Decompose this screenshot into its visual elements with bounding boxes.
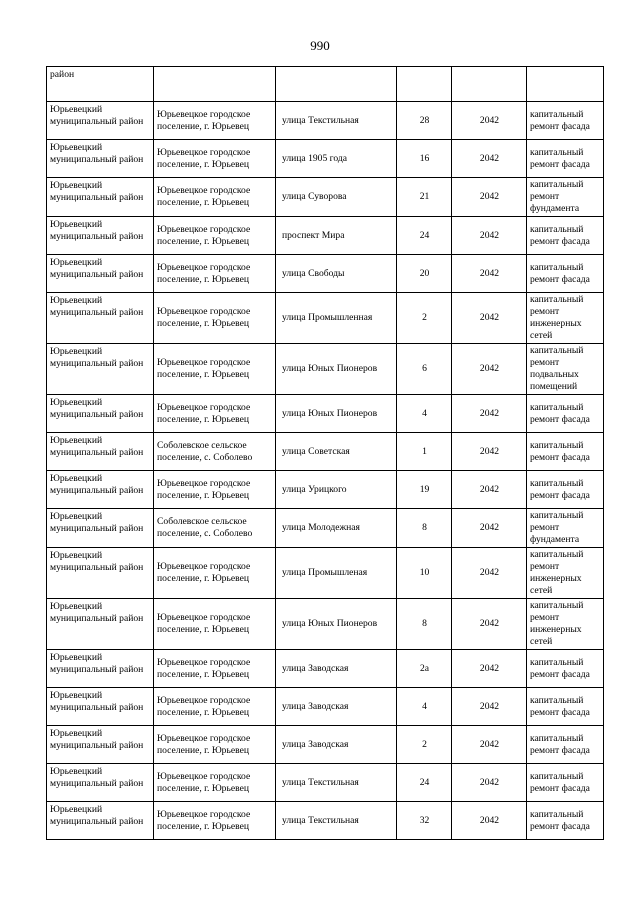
- district-cell: Юрьевецкий муниципальный район: [47, 688, 154, 726]
- work-type-cell: капитальный ремонт подвальных помещений: [527, 344, 604, 395]
- street-cell: улица Промышленная: [276, 293, 397, 344]
- street-cell: улица Советская: [276, 433, 397, 471]
- district-cell: Юрьевецкий муниципальный район: [47, 802, 154, 840]
- house-number-cell: 19: [397, 471, 452, 509]
- work-type-cell: капитальный ремонт фасада: [527, 140, 604, 178]
- housing-repair-table: [46, 66, 604, 840]
- table-row: [47, 764, 604, 802]
- district-cell: Юрьевецкий муниципальный район: [47, 726, 154, 764]
- street-cell: проспект Мира: [276, 217, 397, 255]
- table-row: [47, 140, 604, 178]
- work-type-cell: капитальный ремонт фасада: [527, 650, 604, 688]
- street-cell: улица Текстильная: [276, 802, 397, 840]
- settlement-cell: Юрьевецкое городское поселение, г. Юрьевец: [154, 471, 276, 509]
- year-cell: 2042: [452, 548, 527, 599]
- street-cell: улица Заводская: [276, 688, 397, 726]
- street-cell: улица Юных Пионеров: [276, 395, 397, 433]
- district-cell: район: [47, 67, 154, 102]
- settlement-cell: Соболевское сельское поселение, с. Соболево: [154, 433, 276, 471]
- street-cell: улица Суворова: [276, 178, 397, 217]
- year-cell: 2042: [452, 433, 527, 471]
- work-type-cell: капитальный ремонт инженерных сетей: [527, 599, 604, 650]
- table-row: [47, 178, 604, 217]
- street-cell: улица 1905 года: [276, 140, 397, 178]
- house-number-cell: 32: [397, 802, 452, 840]
- year-cell: 2042: [452, 395, 527, 433]
- table-row: [47, 102, 604, 140]
- table-row: [47, 344, 604, 395]
- work-type-cell: капитальный ремонт фасада: [527, 802, 604, 840]
- table-row: [47, 650, 604, 688]
- year-cell: [452, 67, 527, 102]
- work-type-cell: капитальный ремонт инженерных сетей: [527, 548, 604, 599]
- house-number-cell: 2а: [397, 650, 452, 688]
- year-cell: 2042: [452, 599, 527, 650]
- settlement-cell: Юрьевецкое городское поселение, г. Юрьевец: [154, 395, 276, 433]
- settlement-cell: Юрьевецкое городское поселение, г. Юрьевец: [154, 688, 276, 726]
- table-row: [47, 217, 604, 255]
- street-cell: улица Урицкого: [276, 471, 397, 509]
- table-body: [47, 67, 604, 840]
- house-number-cell: 10: [397, 548, 452, 599]
- house-number-cell: 2: [397, 293, 452, 344]
- district-cell: Юрьевецкий муниципальный район: [47, 217, 154, 255]
- table-row: [47, 599, 604, 650]
- work-type-cell: капитальный ремонт инженерных сетей: [527, 293, 604, 344]
- table-row: [47, 726, 604, 764]
- year-cell: 2042: [452, 650, 527, 688]
- year-cell: 2042: [452, 255, 527, 293]
- work-type-cell: капитальный ремонт фасада: [527, 433, 604, 471]
- house-number-cell: 2: [397, 726, 452, 764]
- street-cell: улица Свободы: [276, 255, 397, 293]
- year-cell: 2042: [452, 509, 527, 548]
- district-cell: Юрьевецкий муниципальный район: [47, 650, 154, 688]
- table-row: [47, 509, 604, 548]
- year-cell: 2042: [452, 140, 527, 178]
- settlement-cell: Юрьевецкое городское поселение, г. Юрьевец: [154, 217, 276, 255]
- house-number-cell: 4: [397, 688, 452, 726]
- settlement-cell: Юрьевецкое городское поселение, г. Юрьевец: [154, 178, 276, 217]
- house-number-cell: 16: [397, 140, 452, 178]
- work-type-cell: капитальный ремонт фасада: [527, 217, 604, 255]
- work-type-cell: капитальный ремонт фундамента: [527, 178, 604, 217]
- work-type-cell: капитальный ремонт фасада: [527, 726, 604, 764]
- district-cell: Юрьевецкий муниципальный район: [47, 102, 154, 140]
- settlement-cell: Юрьевецкое городское поселение, г. Юрьевец: [154, 293, 276, 344]
- table-row: [47, 548, 604, 599]
- street-cell: улица Молодежная: [276, 509, 397, 548]
- district-cell: Юрьевецкий муниципальный район: [47, 599, 154, 650]
- house-number-cell: 24: [397, 764, 452, 802]
- house-number-cell: 4: [397, 395, 452, 433]
- settlement-cell: Юрьевецкое городское поселение, г. Юрьевец: [154, 548, 276, 599]
- district-cell: Юрьевецкий муниципальный район: [47, 178, 154, 217]
- year-cell: 2042: [452, 344, 527, 395]
- year-cell: 2042: [452, 802, 527, 840]
- work-type-cell: капитальный ремонт фасада: [527, 764, 604, 802]
- street-cell: улица Юных Пионеров: [276, 344, 397, 395]
- settlement-cell: [154, 67, 276, 102]
- house-number-cell: [397, 67, 452, 102]
- work-type-cell: капитальный ремонт фасада: [527, 471, 604, 509]
- settlement-cell: Юрьевецкое городское поселение, г. Юрьевец: [154, 650, 276, 688]
- year-cell: 2042: [452, 293, 527, 344]
- street-cell: улица Юных Пионеров: [276, 599, 397, 650]
- house-number-cell: 28: [397, 102, 452, 140]
- settlement-cell: Юрьевецкое городское поселение, г. Юрьевец: [154, 344, 276, 395]
- year-cell: 2042: [452, 217, 527, 255]
- street-cell: улица Текстильная: [276, 764, 397, 802]
- district-cell: Юрьевецкий муниципальный район: [47, 344, 154, 395]
- district-cell: Юрьевецкий муниципальный район: [47, 548, 154, 599]
- house-number-cell: 6: [397, 344, 452, 395]
- house-number-cell: 20: [397, 255, 452, 293]
- year-cell: 2042: [452, 764, 527, 802]
- street-cell: улица Заводская: [276, 650, 397, 688]
- table-row: [47, 471, 604, 509]
- district-cell: Юрьевецкий муниципальный район: [47, 433, 154, 471]
- house-number-cell: 24: [397, 217, 452, 255]
- district-cell: Юрьевецкий муниципальный район: [47, 395, 154, 433]
- table-row: [47, 802, 604, 840]
- settlement-cell: Юрьевецкое городское поселение, г. Юрьевец: [154, 140, 276, 178]
- year-cell: 2042: [452, 688, 527, 726]
- street-cell: улица Заводская: [276, 726, 397, 764]
- street-cell: [276, 67, 397, 102]
- house-number-cell: 8: [397, 599, 452, 650]
- settlement-cell: Юрьевецкое городское поселение, г. Юрьевец: [154, 764, 276, 802]
- work-type-cell: капитальный ремонт фасада: [527, 102, 604, 140]
- work-type-cell: капитальный ремонт фундамента: [527, 509, 604, 548]
- table-row: [47, 293, 604, 344]
- district-cell: Юрьевецкий муниципальный район: [47, 293, 154, 344]
- page-number: 990: [310, 38, 330, 53]
- district-cell: Юрьевецкий муниципальный район: [47, 471, 154, 509]
- street-cell: улица Текстильная: [276, 102, 397, 140]
- settlement-cell: Юрьевецкое городское поселение, г. Юрьевец: [154, 599, 276, 650]
- work-type-cell: капитальный ремонт фасада: [527, 395, 604, 433]
- district-cell: Юрьевецкий муниципальный район: [47, 764, 154, 802]
- table-row: [47, 433, 604, 471]
- year-cell: 2042: [452, 471, 527, 509]
- year-cell: 2042: [452, 102, 527, 140]
- table-row: [47, 255, 604, 293]
- settlement-cell: Юрьевецкое городское поселение, г. Юрьевец: [154, 726, 276, 764]
- street-cell: улица Промышленая: [276, 548, 397, 599]
- district-cell: Юрьевецкий муниципальный район: [47, 255, 154, 293]
- table-row-continued: [47, 67, 604, 102]
- settlement-cell: Юрьевецкое городское поселение, г. Юрьевец: [154, 102, 276, 140]
- house-number-cell: 21: [397, 178, 452, 217]
- table-row: [47, 395, 604, 433]
- settlement-cell: Юрьевецкое городское поселение, г. Юрьевец: [154, 255, 276, 293]
- year-cell: 2042: [452, 726, 527, 764]
- work-type-cell: капитальный ремонт фасада: [527, 255, 604, 293]
- settlement-cell: Юрьевецкое городское поселение, г. Юрьевец: [154, 802, 276, 840]
- work-type-cell: [527, 67, 604, 102]
- settlement-cell: Соболевское сельское поселение, с. Соболево: [154, 509, 276, 548]
- district-cell: Юрьевецкий муниципальный район: [47, 140, 154, 178]
- table-row: [47, 688, 604, 726]
- year-cell: 2042: [452, 178, 527, 217]
- work-type-cell: капитальный ремонт фасада: [527, 688, 604, 726]
- house-number-cell: 8: [397, 509, 452, 548]
- house-number-cell: 1: [397, 433, 452, 471]
- district-cell: Юрьевецкий муниципальный район: [47, 509, 154, 548]
